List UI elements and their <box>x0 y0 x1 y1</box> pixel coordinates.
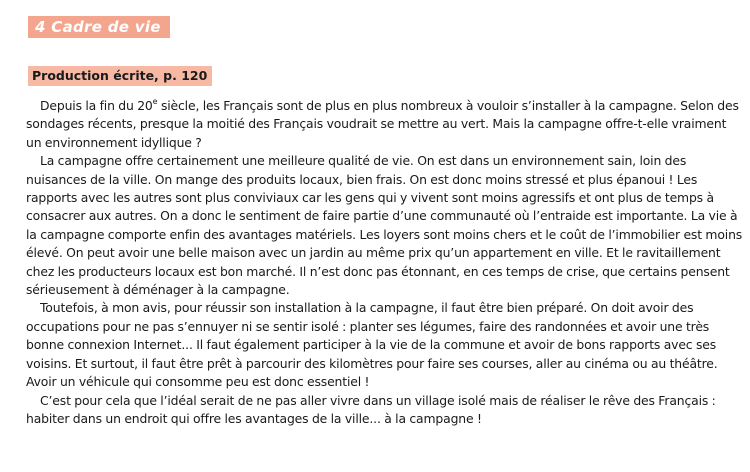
paragraph-1-rest: siècle, les Français sont de plus en plus nombreux à vouloir s’installer à la campagne. Selon des sondages récents, presque la moitié des Français voudrait se mettre au vert. Mais la campagne offre-t-elle vraiment un environnement idyllique ? <box>26 98 739 150</box>
paragraph-2: La campagne offre certainement une meilleure qualité de vie. On est dans un environnement sain, loin des nuisances de la ville. On mange des produits locaux, bien frais. On est donc moins stressé et plus épanoui ! Les rapports avec les autres sont plus conviviaux car les gens qui y vivent sont moins agressifs et ont plus de temps à consacrer aux autres. On a donc le sentiment de faire partie d’une communauté où l’entraide est importante. La vie à la campagne comporte enfin des avantages matériels. Les loyers sont moins chers et le coût de l’immobilier est moins élevé. On peut avoir une belle maison avec un jardin au même prix qu’un appartement en ville. Et le ravitaillement chez les producteurs locaux est bon marché. Il n’est donc pas étonnant, en ces temps de crise, que certains pensent sérieusement à déménager à la campagne. <box>26 153 743 298</box>
section-title: Production écrite, p. 120 <box>28 66 212 86</box>
century-superscript: e <box>152 96 158 106</box>
paragraph-4: C’est pour cela que l’idéal serait de ne pas aller vivre dans un village isolé mais de réaliser le rêve des Français : habiter dans un endroit qui offre les avantages de la ville... à la campagne ! <box>26 392 716 426</box>
paragraph-1 <box>26 97 744 152</box>
paragraph-1-start: Depuis la fin du 20 <box>40 98 153 113</box>
paragraph-3: Toutefois, à mon avis, pour réussir son installation à la campagne, il faut être bien préparé. On doit avoir des occupations pour ne pas s’ennuyer ni se sentir isolé : planter ses légumes, faire des randonnées et avoir une très bonne connexion Internet... Il faut également participer à la vie de la commune et avoir de bons rapports avec ses voisins. Et surtout, il faut être prêt à parcourir des kilomètres pour faire ses courses, aller au cinéma ou au théâtre. Avoir un véhicule qui consomme peu est donc essentiel ! <box>26 300 718 390</box>
text-body <box>26 97 744 428</box>
chapter-badge: 4 Cadre de vie <box>28 16 170 38</box>
